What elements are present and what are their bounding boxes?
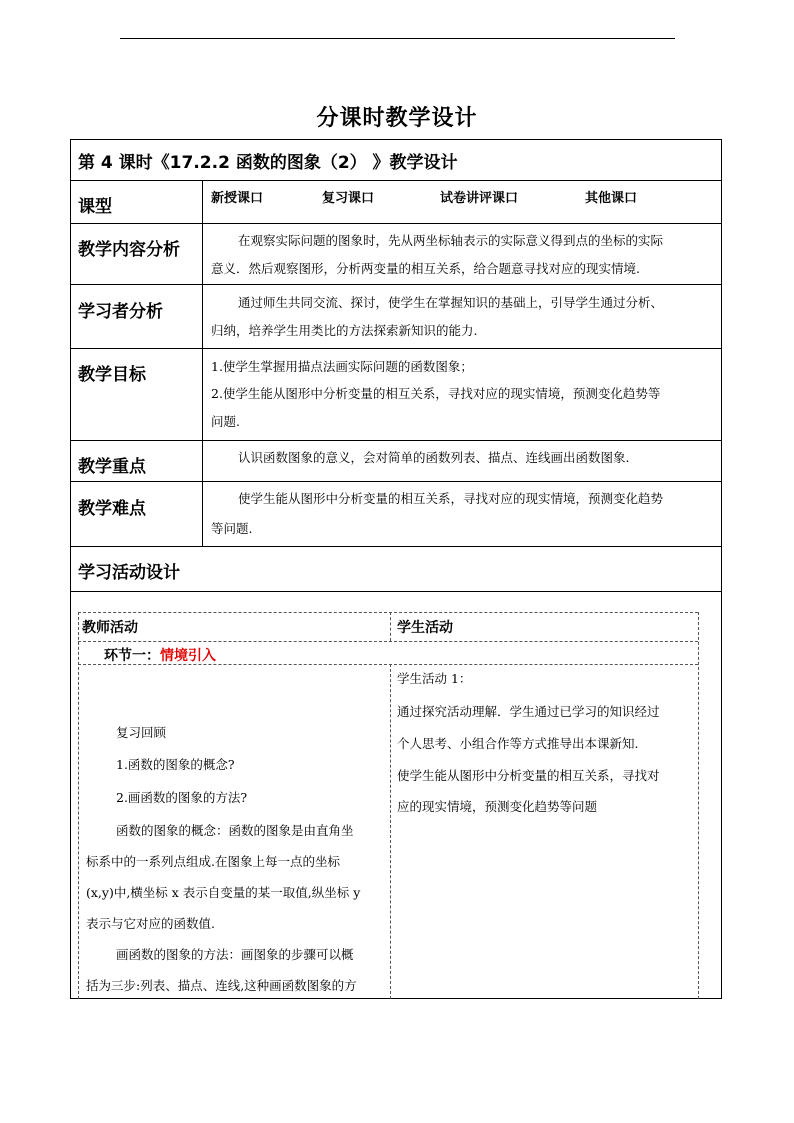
student-activity-line: 通过探究活动理解．学生通过已学习的知识经过 bbox=[397, 704, 660, 719]
student-activity-line: 使学生能从图形中分析变量的相互关系，寻找对 bbox=[397, 768, 660, 783]
student-activity-line: 应的现实情境，预测变化趋势等问题 bbox=[397, 799, 598, 814]
teacher-question: 2.画函数的图象的方法? bbox=[116, 790, 248, 805]
difficulties-line: 等问题. bbox=[211, 521, 253, 536]
teacher-activity-header: 教师活动 bbox=[82, 620, 138, 636]
stage-name: 情境引入 bbox=[160, 648, 216, 664]
header-rule bbox=[120, 38, 675, 39]
lesson-type-label: 课型 bbox=[78, 197, 112, 217]
row-divider bbox=[70, 284, 722, 285]
option-other-lesson: 其他课口 bbox=[585, 191, 638, 206]
learner-analysis-line: 通过师生共同交流、探讨，使学生在掌握知识的基础上，引导学生通过分析、 bbox=[238, 295, 664, 310]
content-analysis-line: 意义．然后观察图形，分析两变量的相互关系，给合题意寻找对应的现实情境. bbox=[211, 261, 640, 276]
learner-analysis-line: 归纳，培养学生用类比的方法探索新知识的能力. bbox=[211, 323, 478, 338]
stage-title bbox=[104, 645, 216, 665]
teacher-concept-line: 函数的图象的概念：函数的图象是由直角坐 bbox=[116, 823, 354, 838]
option-review-lesson: 复习课口 bbox=[322, 191, 375, 206]
learner-analysis-label: 学习者分析 bbox=[78, 302, 163, 322]
option-exam-review-lesson: 试卷讲评课口 bbox=[440, 191, 519, 206]
student-activity-header: 学生活动 bbox=[397, 620, 453, 636]
teacher-method-line: 括为三步:列表、描点、连线,这种画函数图象的方 bbox=[86, 978, 357, 993]
row-divider bbox=[70, 481, 722, 482]
activity-table-border bbox=[390, 664, 391, 999]
student-activity-line: 个人思考、小组合作等方式推导出本课新知. bbox=[397, 736, 639, 751]
teacher-question: 1.函数的图象的概念? bbox=[116, 757, 235, 772]
content-analysis-line: 在观察实际问题的图象时，先从两坐标轴表示的实际意义得到点的坐标的实际 bbox=[238, 233, 664, 248]
row-divider bbox=[70, 223, 722, 224]
teacher-method-line: 画函数的图象的方法：画图象的步骤可以概 bbox=[116, 947, 354, 962]
difficulties-label: 教学难点 bbox=[78, 499, 146, 519]
lesson-header: 第 4 课时《17.2.2 函数的图象（2） 》教学设计 bbox=[78, 153, 458, 173]
objectives-label: 教学目标 bbox=[78, 365, 146, 385]
row-divider bbox=[70, 591, 722, 592]
content-analysis-label: 教学内容分析 bbox=[78, 240, 180, 260]
stage-prefix: 环节一： bbox=[104, 648, 160, 664]
objective-item: 问题. bbox=[211, 414, 240, 429]
objective-item: 2.使学生能从图形中分析变量的相互关系，寻找对应的现实情境，预测变化趋势等 bbox=[211, 386, 661, 401]
key-points-text: 认识函数图象的意义，会对简单的函数列表、描点、连线画出函数图象. bbox=[238, 450, 630, 465]
activity-table-border bbox=[78, 612, 79, 999]
activity-design-label: 学习活动设计 bbox=[78, 563, 180, 583]
student-activity-title: 学生活动 1： bbox=[397, 671, 472, 686]
activity-table-border bbox=[698, 612, 699, 999]
row-divider bbox=[70, 546, 722, 547]
objective-item: 1.使学生掌握用描点法画实际问题的函数图象； bbox=[211, 359, 473, 374]
activity-table-border bbox=[78, 612, 698, 613]
option-new-lesson: 新授课口 bbox=[211, 191, 264, 206]
column-divider bbox=[202, 180, 203, 546]
activity-table-border bbox=[78, 641, 698, 642]
teacher-review-title: 复习回顾 bbox=[116, 725, 167, 740]
teacher-concept-line: (x,y)中,横坐标 x 表示自变量的某一取值,纵坐标 y bbox=[86, 885, 361, 900]
document-title: 分课时教学设计 bbox=[316, 106, 478, 131]
teacher-concept-line: 标系中的一系列点组成.在图象上每一点的坐标 bbox=[86, 854, 340, 869]
row-divider bbox=[70, 348, 722, 349]
row-divider bbox=[70, 180, 722, 181]
activity-table-border bbox=[390, 612, 391, 641]
key-points-label: 教学重点 bbox=[78, 457, 146, 477]
difficulties-line: 使学生能从图形中分析变量的相互关系，寻找对应的现实情境，预测变化趋势 bbox=[238, 491, 664, 506]
row-divider bbox=[70, 440, 722, 441]
teacher-concept-line: 表示与它对应的函数值. bbox=[86, 916, 215, 931]
